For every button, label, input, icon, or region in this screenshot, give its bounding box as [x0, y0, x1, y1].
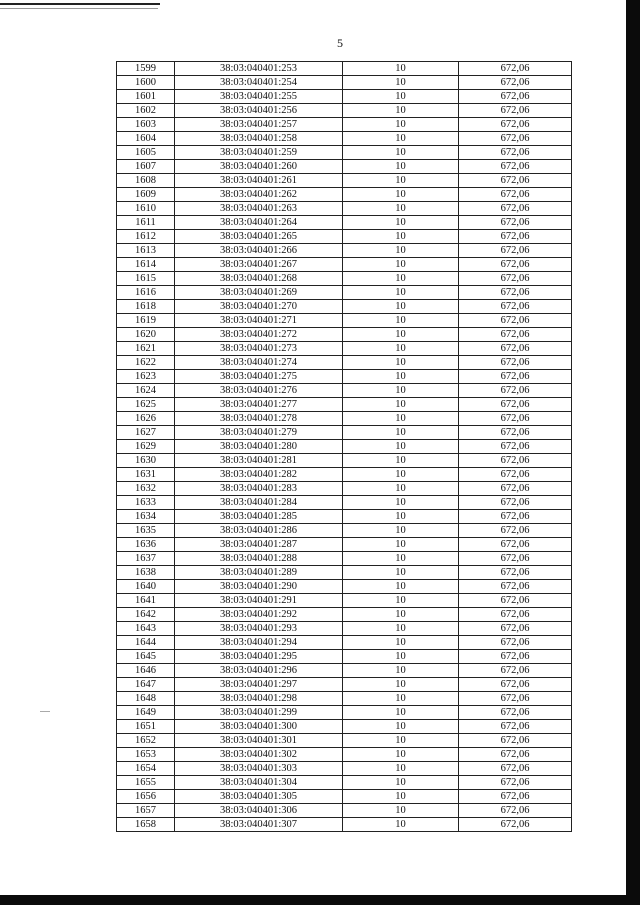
cadastral-number-cell: 38:03:040401:257 [175, 118, 343, 132]
scan-margin-mark [40, 711, 50, 712]
cadastral-number-cell: 38:03:040401:262 [175, 188, 343, 202]
amount-cell: 672,06 [459, 678, 572, 692]
amount-cell: 672,06 [459, 776, 572, 790]
cadastral-number-cell: 38:03:040401:305 [175, 790, 343, 804]
cadastral-number-cell: 38:03:040401:254 [175, 76, 343, 90]
quantity-cell: 10 [343, 650, 459, 664]
cadastral-number-cell: 38:03:040401:292 [175, 608, 343, 622]
cadastral-number-cell: 38:03:040401:293 [175, 622, 343, 636]
table-row [117, 790, 572, 804]
table-row [117, 692, 572, 706]
row-number-cell: 1627 [117, 426, 175, 440]
quantity-cell: 10 [343, 622, 459, 636]
cadastral-number-cell: 38:03:040401:263 [175, 202, 343, 216]
row-number-cell: 1635 [117, 524, 175, 538]
quantity-cell: 10 [343, 496, 459, 510]
amount-cell: 672,06 [459, 510, 572, 524]
cadastral-number-cell: 38:03:040401:280 [175, 440, 343, 454]
quantity-cell: 10 [343, 300, 459, 314]
cadastral-number-cell: 38:03:040401:259 [175, 146, 343, 160]
amount-cell: 672,06 [459, 342, 572, 356]
quantity-cell: 10 [343, 342, 459, 356]
table-row [117, 664, 572, 678]
cadastral-number-cell: 38:03:040401:260 [175, 160, 343, 174]
cadastral-number-cell: 38:03:040401:261 [175, 174, 343, 188]
quantity-cell: 10 [343, 146, 459, 160]
amount-cell: 672,06 [459, 272, 572, 286]
table-row [117, 566, 572, 580]
cadastral-number-cell: 38:03:040401:255 [175, 90, 343, 104]
row-number-cell: 1620 [117, 328, 175, 342]
row-number-cell: 1648 [117, 692, 175, 706]
amount-cell: 672,06 [459, 426, 572, 440]
row-number-cell: 1621 [117, 342, 175, 356]
quantity-cell: 10 [343, 426, 459, 440]
row-number-cell: 1640 [117, 580, 175, 594]
cadastral-number-cell: 38:03:040401:273 [175, 342, 343, 356]
amount-cell: 672,06 [459, 720, 572, 734]
quantity-cell: 10 [343, 314, 459, 328]
quantity-cell: 10 [343, 776, 459, 790]
cadastral-number-cell: 38:03:040401:289 [175, 566, 343, 580]
amount-cell: 672,06 [459, 174, 572, 188]
cadastral-number-cell: 38:03:040401:267 [175, 258, 343, 272]
amount-cell: 672,06 [459, 734, 572, 748]
table-row [117, 118, 572, 132]
amount-cell: 672,06 [459, 202, 572, 216]
table-row [117, 762, 572, 776]
table-row [117, 104, 572, 118]
table-row [117, 286, 572, 300]
cadastral-number-cell: 38:03:040401:306 [175, 804, 343, 818]
cadastral-number-cell: 38:03:040401:290 [175, 580, 343, 594]
scan-right-border [626, 0, 640, 905]
quantity-cell: 10 [343, 90, 459, 104]
cadastral-number-cell: 38:03:040401:307 [175, 818, 343, 832]
quantity-cell: 10 [343, 580, 459, 594]
table-row [117, 62, 572, 76]
scan-top-rule-faint [0, 8, 158, 9]
row-number-cell: 1641 [117, 594, 175, 608]
quantity-cell: 10 [343, 818, 459, 832]
quantity-cell: 10 [343, 566, 459, 580]
amount-cell: 672,06 [459, 650, 572, 664]
amount-cell: 672,06 [459, 594, 572, 608]
quantity-cell: 10 [343, 482, 459, 496]
table-row [117, 580, 572, 594]
row-number-cell: 1630 [117, 454, 175, 468]
table-row [117, 804, 572, 818]
cadastral-number-cell: 38:03:040401:253 [175, 62, 343, 76]
quantity-cell: 10 [343, 216, 459, 230]
row-number-cell: 1633 [117, 496, 175, 510]
row-number-cell: 1605 [117, 146, 175, 160]
cadastral-number-cell: 38:03:040401:282 [175, 468, 343, 482]
table-row [117, 426, 572, 440]
row-number-cell: 1613 [117, 244, 175, 258]
row-number-cell: 1645 [117, 650, 175, 664]
table-row [117, 258, 572, 272]
amount-cell: 672,06 [459, 160, 572, 174]
table-row [117, 538, 572, 552]
cadastral-number-cell: 38:03:040401:304 [175, 776, 343, 790]
row-number-cell: 1610 [117, 202, 175, 216]
row-number-cell: 1647 [117, 678, 175, 692]
amount-cell: 672,06 [459, 804, 572, 818]
quantity-cell: 10 [343, 594, 459, 608]
cadastral-number-cell: 38:03:040401:281 [175, 454, 343, 468]
cadastral-number-cell: 38:03:040401:277 [175, 398, 343, 412]
cadastral-number-cell: 38:03:040401:274 [175, 356, 343, 370]
amount-cell: 672,06 [459, 104, 572, 118]
table-row [117, 300, 572, 314]
table-row [117, 552, 572, 566]
quantity-cell: 10 [343, 748, 459, 762]
table-row [117, 328, 572, 342]
table-row [117, 160, 572, 174]
quantity-cell: 10 [343, 258, 459, 272]
amount-cell: 672,06 [459, 524, 572, 538]
amount-cell: 672,06 [459, 146, 572, 160]
amount-cell: 672,06 [459, 230, 572, 244]
table-row [117, 510, 572, 524]
quantity-cell: 10 [343, 636, 459, 650]
cadastral-number-cell: 38:03:040401:275 [175, 370, 343, 384]
amount-cell: 672,06 [459, 314, 572, 328]
quantity-cell: 10 [343, 524, 459, 538]
table-row [117, 370, 572, 384]
cadastral-number-cell: 38:03:040401:271 [175, 314, 343, 328]
cadastral-number-cell: 38:03:040401:270 [175, 300, 343, 314]
quantity-cell: 10 [343, 62, 459, 76]
scan-bottom-border [0, 895, 640, 905]
cadastral-number-cell: 38:03:040401:256 [175, 104, 343, 118]
row-number-cell: 1602 [117, 104, 175, 118]
row-number-cell: 1651 [117, 720, 175, 734]
cadastral-number-cell: 38:03:040401:276 [175, 384, 343, 398]
amount-cell: 672,06 [459, 300, 572, 314]
cadastral-number-cell: 38:03:040401:278 [175, 412, 343, 426]
table-row [117, 342, 572, 356]
amount-cell: 672,06 [459, 398, 572, 412]
amount-cell: 672,06 [459, 328, 572, 342]
amount-cell: 672,06 [459, 790, 572, 804]
table-row [117, 496, 572, 510]
table-row [117, 384, 572, 398]
table-row [117, 468, 572, 482]
quantity-cell: 10 [343, 328, 459, 342]
cadastral-number-cell: 38:03:040401:298 [175, 692, 343, 706]
amount-cell: 672,06 [459, 706, 572, 720]
amount-cell: 672,06 [459, 258, 572, 272]
table-row [117, 244, 572, 258]
amount-cell: 672,06 [459, 286, 572, 300]
cadastral-number-cell: 38:03:040401:303 [175, 762, 343, 776]
table-row [117, 398, 572, 412]
row-number-cell: 1604 [117, 132, 175, 146]
amount-cell: 672,06 [459, 748, 572, 762]
quantity-cell: 10 [343, 244, 459, 258]
table-row [117, 230, 572, 244]
quantity-cell: 10 [343, 804, 459, 818]
row-number-cell: 1624 [117, 384, 175, 398]
amount-cell: 672,06 [459, 636, 572, 650]
amount-cell: 672,06 [459, 132, 572, 146]
quantity-cell: 10 [343, 188, 459, 202]
amount-cell: 672,06 [459, 412, 572, 426]
cadastral-number-cell: 38:03:040401:295 [175, 650, 343, 664]
quantity-cell: 10 [343, 706, 459, 720]
quantity-cell: 10 [343, 678, 459, 692]
cadastral-number-cell: 38:03:040401:286 [175, 524, 343, 538]
quantity-cell: 10 [343, 720, 459, 734]
table-row [117, 720, 572, 734]
row-number-cell: 1611 [117, 216, 175, 230]
cadastral-number-cell: 38:03:040401:268 [175, 272, 343, 286]
amount-cell: 672,06 [459, 62, 572, 76]
amount-cell: 672,06 [459, 664, 572, 678]
row-number-cell: 1603 [117, 118, 175, 132]
row-number-cell: 1634 [117, 510, 175, 524]
table-row [117, 454, 572, 468]
quantity-cell: 10 [343, 272, 459, 286]
amount-cell: 672,06 [459, 370, 572, 384]
table-row [117, 706, 572, 720]
table-row [117, 90, 572, 104]
amount-cell: 672,06 [459, 566, 572, 580]
quantity-cell: 10 [343, 202, 459, 216]
quantity-cell: 10 [343, 454, 459, 468]
cadastral-number-cell: 38:03:040401:287 [175, 538, 343, 552]
cadastral-number-cell: 38:03:040401:300 [175, 720, 343, 734]
row-number-cell: 1631 [117, 468, 175, 482]
amount-cell: 672,06 [459, 118, 572, 132]
table-row [117, 734, 572, 748]
cadastral-number-cell: 38:03:040401:265 [175, 230, 343, 244]
table-row [117, 482, 572, 496]
row-number-cell: 1623 [117, 370, 175, 384]
cadastral-number-cell: 38:03:040401:299 [175, 706, 343, 720]
row-number-cell: 1644 [117, 636, 175, 650]
table-row [117, 650, 572, 664]
amount-cell: 672,06 [459, 608, 572, 622]
quantity-cell: 10 [343, 664, 459, 678]
amount-cell: 672,06 [459, 244, 572, 258]
quantity-cell: 10 [343, 370, 459, 384]
table-row [117, 188, 572, 202]
row-number-cell: 1632 [117, 482, 175, 496]
table-row [117, 216, 572, 230]
amount-cell: 672,06 [459, 440, 572, 454]
row-number-cell: 1642 [117, 608, 175, 622]
cadastral-number-cell: 38:03:040401:258 [175, 132, 343, 146]
amount-cell: 672,06 [459, 90, 572, 104]
table-row [117, 524, 572, 538]
row-number-cell: 1638 [117, 566, 175, 580]
cadastral-number-cell: 38:03:040401:266 [175, 244, 343, 258]
table-row [117, 748, 572, 762]
cadastral-number-cell: 38:03:040401:297 [175, 678, 343, 692]
amount-cell: 672,06 [459, 468, 572, 482]
quantity-cell: 10 [343, 174, 459, 188]
cadastral-number-cell: 38:03:040401:294 [175, 636, 343, 650]
table-row [117, 818, 572, 832]
quantity-cell: 10 [343, 762, 459, 776]
row-number-cell: 1625 [117, 398, 175, 412]
table-row [117, 146, 572, 160]
amount-cell: 672,06 [459, 692, 572, 706]
table-row [117, 608, 572, 622]
row-number-cell: 1637 [117, 552, 175, 566]
row-number-cell: 1607 [117, 160, 175, 174]
table-row [117, 636, 572, 650]
cadastral-number-cell: 38:03:040401:301 [175, 734, 343, 748]
table-row [117, 622, 572, 636]
row-number-cell: 1614 [117, 258, 175, 272]
row-number-cell: 1619 [117, 314, 175, 328]
cadastral-number-cell: 38:03:040401:283 [175, 482, 343, 496]
quantity-cell: 10 [343, 230, 459, 244]
cadastral-number-cell: 38:03:040401:285 [175, 510, 343, 524]
amount-cell: 672,06 [459, 496, 572, 510]
page-number: 5 [337, 36, 343, 50]
row-number-cell: 1652 [117, 734, 175, 748]
quantity-cell: 10 [343, 510, 459, 524]
quantity-cell: 10 [343, 398, 459, 412]
cadastral-number-cell: 38:03:040401:302 [175, 748, 343, 762]
table-row [117, 132, 572, 146]
quantity-cell: 10 [343, 104, 459, 118]
quantity-cell: 10 [343, 734, 459, 748]
parcel-table-body [117, 62, 572, 832]
quantity-cell: 10 [343, 608, 459, 622]
cadastral-number-cell: 38:03:040401:279 [175, 426, 343, 440]
row-number-cell: 1643 [117, 622, 175, 636]
amount-cell: 672,06 [459, 552, 572, 566]
row-number-cell: 1653 [117, 748, 175, 762]
amount-cell: 672,06 [459, 482, 572, 496]
quantity-cell: 10 [343, 552, 459, 566]
quantity-cell: 10 [343, 538, 459, 552]
row-number-cell: 1629 [117, 440, 175, 454]
table-row [117, 776, 572, 790]
quantity-cell: 10 [343, 160, 459, 174]
cadastral-number-cell: 38:03:040401:296 [175, 664, 343, 678]
row-number-cell: 1616 [117, 286, 175, 300]
quantity-cell: 10 [343, 692, 459, 706]
cadastral-number-cell: 38:03:040401:284 [175, 496, 343, 510]
quantity-cell: 10 [343, 468, 459, 482]
table-row [117, 678, 572, 692]
row-number-cell: 1649 [117, 706, 175, 720]
cadastral-number-cell: 38:03:040401:272 [175, 328, 343, 342]
cadastral-number-cell: 38:03:040401:269 [175, 286, 343, 300]
table-row [117, 594, 572, 608]
row-number-cell: 1654 [117, 762, 175, 776]
row-number-cell: 1622 [117, 356, 175, 370]
amount-cell: 672,06 [459, 538, 572, 552]
row-number-cell: 1618 [117, 300, 175, 314]
parcel-table [116, 61, 572, 832]
row-number-cell: 1609 [117, 188, 175, 202]
row-number-cell: 1612 [117, 230, 175, 244]
amount-cell: 672,06 [459, 818, 572, 832]
amount-cell: 672,06 [459, 454, 572, 468]
quantity-cell: 10 [343, 356, 459, 370]
row-number-cell: 1615 [117, 272, 175, 286]
row-number-cell: 1656 [117, 790, 175, 804]
cadastral-number-cell: 38:03:040401:291 [175, 594, 343, 608]
amount-cell: 672,06 [459, 76, 572, 90]
row-number-cell: 1600 [117, 76, 175, 90]
row-number-cell: 1601 [117, 90, 175, 104]
table-row [117, 412, 572, 426]
row-number-cell: 1599 [117, 62, 175, 76]
row-number-cell: 1655 [117, 776, 175, 790]
quantity-cell: 10 [343, 440, 459, 454]
table-row [117, 440, 572, 454]
quantity-cell: 10 [343, 790, 459, 804]
amount-cell: 672,06 [459, 384, 572, 398]
amount-cell: 672,06 [459, 188, 572, 202]
table-row [117, 174, 572, 188]
amount-cell: 672,06 [459, 216, 572, 230]
row-number-cell: 1608 [117, 174, 175, 188]
quantity-cell: 10 [343, 118, 459, 132]
quantity-cell: 10 [343, 412, 459, 426]
amount-cell: 672,06 [459, 356, 572, 370]
row-number-cell: 1658 [117, 818, 175, 832]
row-number-cell: 1626 [117, 412, 175, 426]
scan-top-rule [0, 3, 160, 5]
amount-cell: 672,06 [459, 622, 572, 636]
table-row [117, 76, 572, 90]
cadastral-number-cell: 38:03:040401:288 [175, 552, 343, 566]
quantity-cell: 10 [343, 286, 459, 300]
amount-cell: 672,06 [459, 762, 572, 776]
row-number-cell: 1657 [117, 804, 175, 818]
quantity-cell: 10 [343, 76, 459, 90]
quantity-cell: 10 [343, 132, 459, 146]
amount-cell: 672,06 [459, 580, 572, 594]
table-row [117, 202, 572, 216]
table-row [117, 356, 572, 370]
row-number-cell: 1646 [117, 664, 175, 678]
quantity-cell: 10 [343, 384, 459, 398]
table-row [117, 272, 572, 286]
row-number-cell: 1636 [117, 538, 175, 552]
table-row [117, 314, 572, 328]
cadastral-number-cell: 38:03:040401:264 [175, 216, 343, 230]
